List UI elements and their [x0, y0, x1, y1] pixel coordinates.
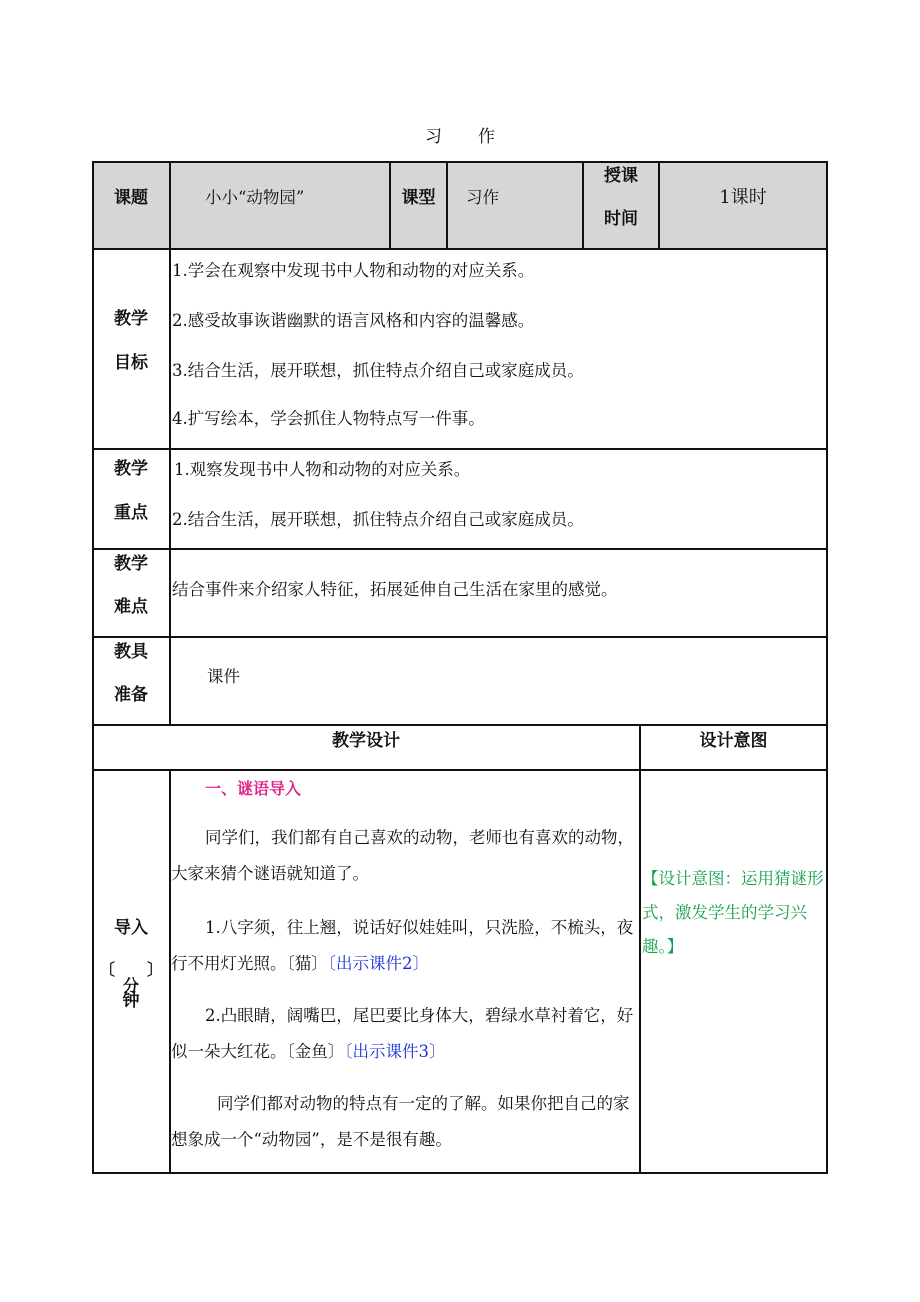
- tools-label-line2: 准备: [114, 685, 148, 705]
- goal-item: 3.结合生活，展开联想，抓住特点介绍自己或家庭成员。: [172, 361, 584, 380]
- time-value: 1课时: [719, 187, 767, 208]
- topic-label: 课题: [114, 188, 148, 208]
- keypoint-item: 2.结合生活，展开联想，抓住特点介绍自己或家庭成员。: [172, 510, 584, 529]
- courseware-2-link: 〔出示课件2〕: [327, 954, 429, 973]
- goals-label-line2: 目标: [114, 353, 148, 373]
- intro-label-line1: 导入: [114, 918, 148, 938]
- time-label-line2: 时间: [604, 209, 638, 229]
- intro-label-line2: 〔 〕分: [98, 960, 163, 995]
- intro-closing-paragraph: 同学们都对动物的特点有一定的了解。如果你把自己的家想象成一个“动物园”，是不是很有趣。: [171, 1094, 630, 1149]
- riddle-1-text: 1.八字须，往上翘，说话好似娃娃叫，只洗脸，不梳头，夜行不用灯光照。〔猫〕: [171, 918, 634, 973]
- intro-paragraph: 同学们，我们都有自己喜欢的动物，老师也有喜欢的动物，大家来猜个谜语就知道了。: [171, 828, 634, 883]
- intent-header: 设计意图: [699, 731, 768, 751]
- riddle-1: [171, 910, 637, 982]
- difficulties-text: 结合事件来介绍家人特征，拓展延伸自己生活在家里的感觉。: [172, 580, 618, 599]
- intro-heading: 一、谜语导入: [205, 779, 302, 798]
- keypoints-label-line2: 重点: [114, 503, 148, 523]
- riddle-2: [171, 998, 637, 1070]
- page-title: 习作: [425, 127, 531, 147]
- tools-text: 课件: [207, 667, 240, 686]
- riddle-2-text: 2.凸眼睛，阔嘴巴，尾巴要比身体大，碧绿水草衬着它，好似一朵大红花。〔金鱼〕: [171, 1006, 634, 1061]
- topic-value: 小小“动物园”: [205, 188, 305, 207]
- keypoint-item: 1.观察发现书中人物和动物的对应关系。: [174, 460, 471, 479]
- design-intent-text: 【设计意图：运用猜谜形式，激发学生的学习兴趣。】: [642, 869, 824, 956]
- difficulties-label-line2: 难点: [114, 597, 148, 617]
- goals-label-line1: 教学: [114, 309, 148, 329]
- goal-item: 4.扩写绘本，学会抓住人物特点写一件事。: [172, 409, 485, 428]
- design-header: 教学设计: [332, 731, 400, 751]
- intro-label-line3: 钟: [122, 991, 140, 1011]
- type-label: 课型: [401, 188, 436, 208]
- difficulties-label-line1: 教学: [114, 554, 148, 574]
- keypoints-label-line1: 教学: [114, 459, 148, 479]
- type-value: 习作: [466, 188, 499, 207]
- courseware-3-link: 〔出示课件3〕: [344, 1042, 446, 1061]
- tools-label-line1: 教具: [114, 642, 148, 662]
- goal-item: 2.感受故事诙谐幽默的语言风格和内容的温馨感。: [172, 311, 535, 330]
- time-label-line1: 授课: [604, 166, 638, 186]
- goal-item: 1.学会在观察中发现书中人物和动物的对应关系。: [172, 261, 535, 280]
